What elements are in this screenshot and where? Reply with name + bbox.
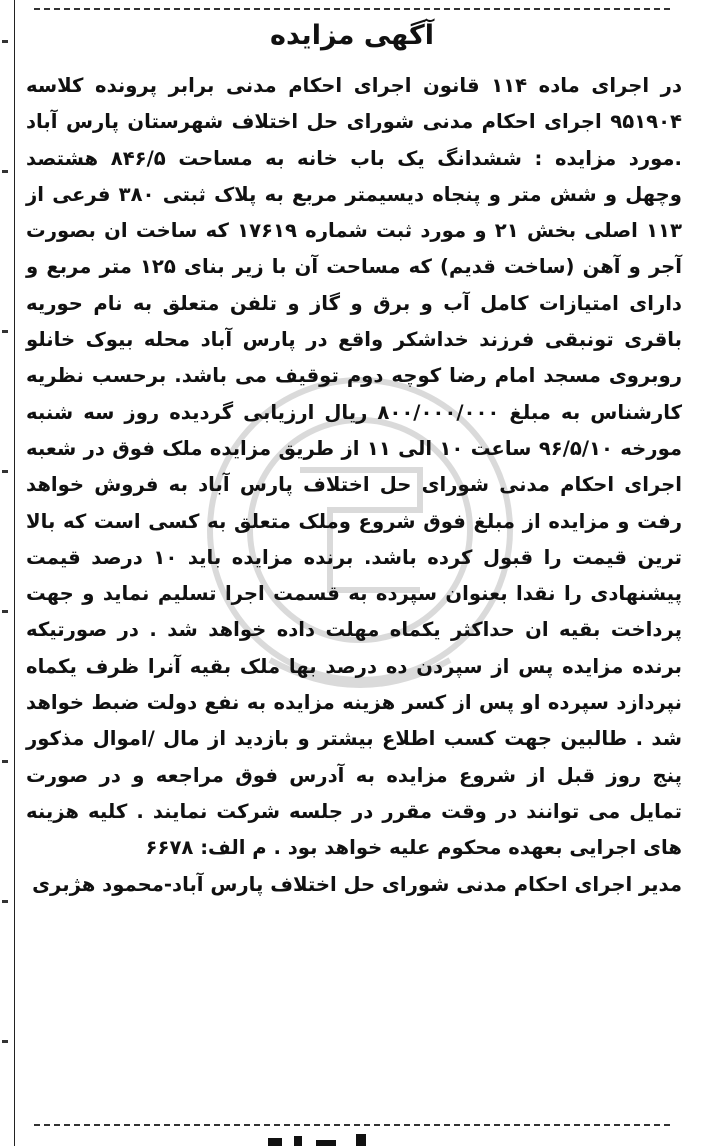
next-notice-title-fragment xyxy=(260,1132,390,1146)
top-dashed-divider xyxy=(34,8,670,10)
notice-title: آگهی مزایده xyxy=(270,20,434,51)
notice-body-text: در اجرای ماده ۱۱۴ قانون اجرای احکام مدنی برابر پرونده کلاسه ۹۵۱۹۰۴ اجرای احکام مدنی شورای حل اختلاف شهرستان پارس آباد .مورد مزایده : ششدانگ یک باب خانه به مساحت ۸۴۶/۵ هشتصد وچهل و شش متر و پنجاه دیسیمتر مربع به پلاک ثبتی ۳۸۰ فرعی از ۱۱۳ اصلی بخش ۲۱ و مورد ثبت شماره ۱۷۶۱۹ که ساخت ان بصورت آجر و آهن (ساخت قدیم) که مساحت آن با زیر بنای ۱۲۵ متر مربع و دارای امتیازات کامل آب و برق و گاز و تلفن متعلق به نام حوریه باقری تونبقی فرزند خداشکر واقع در پارس آباد محله بیوک خانلو روبروی مسجد امام رضا کوچه دوم توقیف می باشد. برحسب نظریه کارشناس به مبلغ ۸۰۰/۰۰۰/۰۰۰ ریال ارزیابی گردیده روز سه شنبه مورخه ۹۶/۵/۱۰ ساعت ۱۰ الی ۱۱ از طریق مزایده ملک فوق در شعبه اجرای احکام مدنی شورای حل اختلاف پارس آباد به فروش خواهد رفت و مزایده از مبلغ فوق شروع وملک متعلق به کسی است که بالا ترین قیمت را قبول کرده باشد. برنده مزایده باید ۱۰ درصد قیمت پیشنهادی را نقدا بعنوان سپرده به قسمت اجرا تسلیم نماید و جهت پرداخت بقیه ان حداکثر یکماه مهلت داده خواهد شد . در صورتیکه برنده مزایده پس از سپردن ده درصد بها ملک بقیه آنرا ظرف یکماه نپردازد سپرده او پس از کسر هزینه مزایده به نفع دولت ضبط خواهد شد . طالبین جهت کسب اطلاع بیشتر و بازدید از مال /اموال مذکور پنج روز قبل از شروع مزایده به آدرس فوق مراجعه و در صورت تمایل می توانند در وقت مقرر در جلسه شرکت نمایند . کلیه هزینه های اجرایی بعهده محکوم علیه خواهد بود . م الف: ۶۶۷۸ xyxy=(26,74,683,860)
bottom-dashed-divider xyxy=(34,1124,670,1126)
column-divider xyxy=(0,0,15,1146)
notice-signature: مدیر اجرای احکام مدنی شورای حل اختلاف پارس آباد-محمود هژبری xyxy=(32,872,682,896)
notice-body xyxy=(26,68,682,903)
